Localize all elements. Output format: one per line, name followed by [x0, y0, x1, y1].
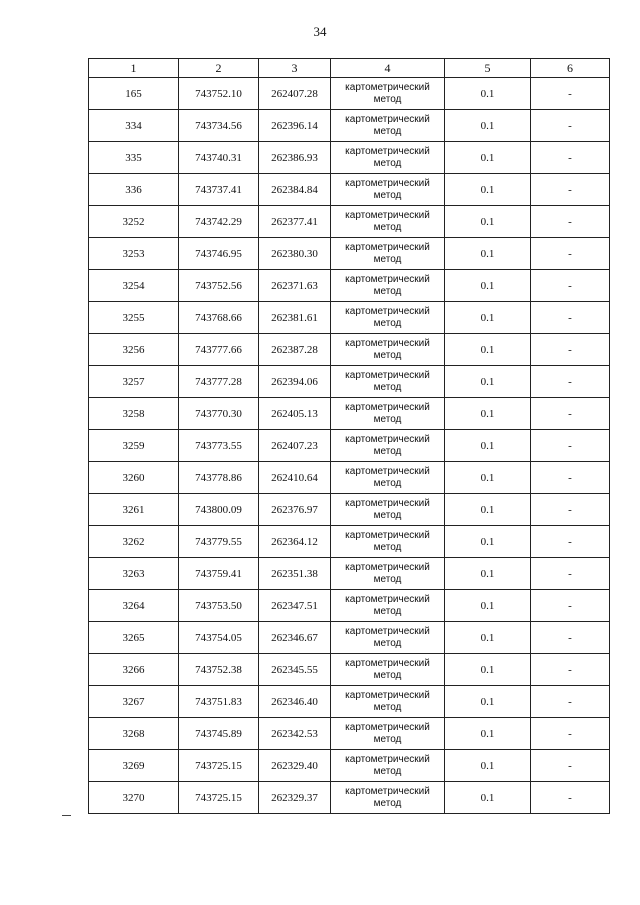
table-row	[89, 494, 610, 526]
point-number-cell: 3259	[89, 430, 179, 462]
x-coordinate-cell: 743779.55	[179, 526, 259, 558]
y-coordinate-cell: 262345.55	[259, 654, 331, 686]
accuracy-cell: 0.1	[445, 142, 531, 174]
table-row	[89, 558, 610, 590]
table-row	[89, 238, 610, 270]
table-row	[89, 782, 610, 814]
x-coordinate-cell: 743777.66	[179, 334, 259, 366]
column-header-6: 6	[531, 59, 610, 78]
accuracy-cell: 0.1	[445, 398, 531, 430]
y-coordinate-cell: 262407.28	[259, 78, 331, 110]
column-6-cell: -	[531, 462, 610, 494]
column-6-cell: -	[531, 110, 610, 142]
method-cell: картометрический метод	[331, 718, 445, 750]
point-number-cell: 3264	[89, 590, 179, 622]
table-row	[89, 366, 610, 398]
y-coordinate-cell: 262346.40	[259, 686, 331, 718]
y-coordinate-cell: 262394.06	[259, 366, 331, 398]
point-number-cell: 3254	[89, 270, 179, 302]
x-coordinate-cell: 743773.55	[179, 430, 259, 462]
point-number-cell: 3269	[89, 750, 179, 782]
accuracy-cell: 0.1	[445, 782, 531, 814]
method-cell: картометрический метод	[331, 174, 445, 206]
accuracy-cell: 0.1	[445, 622, 531, 654]
accuracy-cell: 0.1	[445, 718, 531, 750]
table-row	[89, 206, 610, 238]
method-cell: картометрический метод	[331, 622, 445, 654]
point-number-cell: 3266	[89, 654, 179, 686]
point-number-cell: 335	[89, 142, 179, 174]
column-6-cell: -	[531, 782, 610, 814]
accuracy-cell: 0.1	[445, 430, 531, 462]
column-header-2: 2	[179, 59, 259, 78]
column-header-5: 5	[445, 59, 531, 78]
point-number-cell: 3265	[89, 622, 179, 654]
accuracy-cell: 0.1	[445, 110, 531, 142]
accuracy-cell: 0.1	[445, 334, 531, 366]
column-header-1: 1	[89, 59, 179, 78]
y-coordinate-cell: 262347.51	[259, 590, 331, 622]
y-coordinate-cell: 262351.38	[259, 558, 331, 590]
point-number-cell: 165	[89, 78, 179, 110]
y-coordinate-cell: 262376.97	[259, 494, 331, 526]
accuracy-cell: 0.1	[445, 526, 531, 558]
method-cell: картометрический метод	[331, 142, 445, 174]
method-cell: картометрический метод	[331, 526, 445, 558]
accuracy-cell: 0.1	[445, 78, 531, 110]
accuracy-cell: 0.1	[445, 238, 531, 270]
method-cell: картометрический метод	[331, 462, 445, 494]
table-row	[89, 526, 610, 558]
x-coordinate-cell: 743725.15	[179, 782, 259, 814]
x-coordinate-cell: 743759.41	[179, 558, 259, 590]
x-coordinate-cell: 743752.10	[179, 78, 259, 110]
table-body	[89, 78, 610, 814]
method-cell: картометрический метод	[331, 270, 445, 302]
x-coordinate-cell: 743752.56	[179, 270, 259, 302]
point-number-cell: 3261	[89, 494, 179, 526]
table-row	[89, 302, 610, 334]
method-cell: картометрический метод	[331, 238, 445, 270]
table-row	[89, 174, 610, 206]
table-row	[89, 462, 610, 494]
x-coordinate-cell: 743754.05	[179, 622, 259, 654]
y-coordinate-cell: 262342.53	[259, 718, 331, 750]
point-number-cell: 3267	[89, 686, 179, 718]
accuracy-cell: 0.1	[445, 270, 531, 302]
point-number-cell: 3262	[89, 526, 179, 558]
point-number-cell: 3256	[89, 334, 179, 366]
y-coordinate-cell: 262377.41	[259, 206, 331, 238]
table-header	[89, 59, 610, 78]
x-coordinate-cell: 743753.50	[179, 590, 259, 622]
column-6-cell: -	[531, 654, 610, 686]
table-row	[89, 110, 610, 142]
method-cell: картометрический метод	[331, 750, 445, 782]
column-6-cell: -	[531, 174, 610, 206]
accuracy-cell: 0.1	[445, 750, 531, 782]
table-row	[89, 430, 610, 462]
y-coordinate-cell: 262387.28	[259, 334, 331, 366]
method-cell: картометрический метод	[331, 782, 445, 814]
column-6-cell: -	[531, 334, 610, 366]
method-cell: картометрический метод	[331, 686, 445, 718]
column-6-cell: -	[531, 142, 610, 174]
method-cell: картометрический метод	[331, 494, 445, 526]
method-cell: картометрический метод	[331, 110, 445, 142]
column-6-cell: -	[531, 238, 610, 270]
accuracy-cell: 0.1	[445, 206, 531, 238]
column-header-3: 3	[259, 59, 331, 78]
accuracy-cell: 0.1	[445, 302, 531, 334]
table-row	[89, 590, 610, 622]
column-6-cell: -	[531, 398, 610, 430]
y-coordinate-cell: 262346.67	[259, 622, 331, 654]
column-6-cell: -	[531, 718, 610, 750]
table-row	[89, 398, 610, 430]
column-6-cell: -	[531, 206, 610, 238]
y-coordinate-cell: 262380.30	[259, 238, 331, 270]
method-cell: картометрический метод	[331, 398, 445, 430]
column-6-cell: -	[531, 526, 610, 558]
point-number-cell: 336	[89, 174, 179, 206]
point-number-cell: 3252	[89, 206, 179, 238]
column-6-cell: -	[531, 270, 610, 302]
table-row	[89, 750, 610, 782]
table-row	[89, 270, 610, 302]
column-6-cell: -	[531, 430, 610, 462]
method-cell: картометрический метод	[331, 654, 445, 686]
point-number-cell: 3258	[89, 398, 179, 430]
table-row	[89, 654, 610, 686]
x-coordinate-cell: 743752.38	[179, 654, 259, 686]
table-row	[89, 78, 610, 110]
y-coordinate-cell: 262386.93	[259, 142, 331, 174]
method-cell: картометрический метод	[331, 430, 445, 462]
point-number-cell: 3260	[89, 462, 179, 494]
x-coordinate-cell: 743745.89	[179, 718, 259, 750]
accuracy-cell: 0.1	[445, 366, 531, 398]
y-coordinate-cell: 262407.23	[259, 430, 331, 462]
column-6-cell: -	[531, 622, 610, 654]
point-number-cell: 334	[89, 110, 179, 142]
accuracy-cell: 0.1	[445, 494, 531, 526]
y-coordinate-cell: 262410.64	[259, 462, 331, 494]
method-cell: картометрический метод	[331, 78, 445, 110]
method-cell: картометрический метод	[331, 334, 445, 366]
y-coordinate-cell: 262329.37	[259, 782, 331, 814]
accuracy-cell: 0.1	[445, 558, 531, 590]
accuracy-cell: 0.1	[445, 654, 531, 686]
y-coordinate-cell: 262371.63	[259, 270, 331, 302]
point-number-cell: 3255	[89, 302, 179, 334]
x-coordinate-cell: 743746.95	[179, 238, 259, 270]
header-row	[89, 59, 610, 78]
column-6-cell: -	[531, 78, 610, 110]
x-coordinate-cell: 743770.30	[179, 398, 259, 430]
accuracy-cell: 0.1	[445, 686, 531, 718]
x-coordinate-cell: 743778.86	[179, 462, 259, 494]
y-coordinate-cell: 262329.40	[259, 750, 331, 782]
page-number: 34	[313, 24, 327, 39]
point-number-cell: 3268	[89, 718, 179, 750]
x-coordinate-cell: 743740.31	[179, 142, 259, 174]
column-header-4: 4	[331, 59, 445, 78]
x-coordinate-cell: 743777.28	[179, 366, 259, 398]
point-number-cell: 3270	[89, 782, 179, 814]
table-row	[89, 686, 610, 718]
column-6-cell: -	[531, 558, 610, 590]
column-6-cell: -	[531, 590, 610, 622]
x-coordinate-cell: 743800.09	[179, 494, 259, 526]
x-coordinate-cell: 743742.29	[179, 206, 259, 238]
method-cell: картометрический метод	[331, 302, 445, 334]
column-6-cell: -	[531, 750, 610, 782]
column-6-cell: -	[531, 366, 610, 398]
y-coordinate-cell: 262384.84	[259, 174, 331, 206]
point-number-cell: 3257	[89, 366, 179, 398]
method-cell: картометрический метод	[331, 206, 445, 238]
x-coordinate-cell: 743751.83	[179, 686, 259, 718]
y-coordinate-cell: 262396.14	[259, 110, 331, 142]
method-cell: картометрический метод	[331, 590, 445, 622]
coordinates-table	[88, 58, 610, 814]
margin-mark	[62, 815, 71, 816]
y-coordinate-cell: 262364.12	[259, 526, 331, 558]
point-number-cell: 3263	[89, 558, 179, 590]
x-coordinate-cell: 743725.15	[179, 750, 259, 782]
table-row	[89, 142, 610, 174]
point-number-cell: 3253	[89, 238, 179, 270]
y-coordinate-cell: 262405.13	[259, 398, 331, 430]
x-coordinate-cell: 743768.66	[179, 302, 259, 334]
table-row	[89, 334, 610, 366]
method-cell: картометрический метод	[331, 558, 445, 590]
accuracy-cell: 0.1	[445, 462, 531, 494]
method-cell: картометрический метод	[331, 366, 445, 398]
column-6-cell: -	[531, 494, 610, 526]
accuracy-cell: 0.1	[445, 174, 531, 206]
accuracy-cell: 0.1	[445, 590, 531, 622]
column-6-cell: -	[531, 302, 610, 334]
column-6-cell: -	[531, 686, 610, 718]
table-row	[89, 718, 610, 750]
table-row	[89, 622, 610, 654]
y-coordinate-cell: 262381.61	[259, 302, 331, 334]
x-coordinate-cell: 743737.41	[179, 174, 259, 206]
x-coordinate-cell: 743734.56	[179, 110, 259, 142]
